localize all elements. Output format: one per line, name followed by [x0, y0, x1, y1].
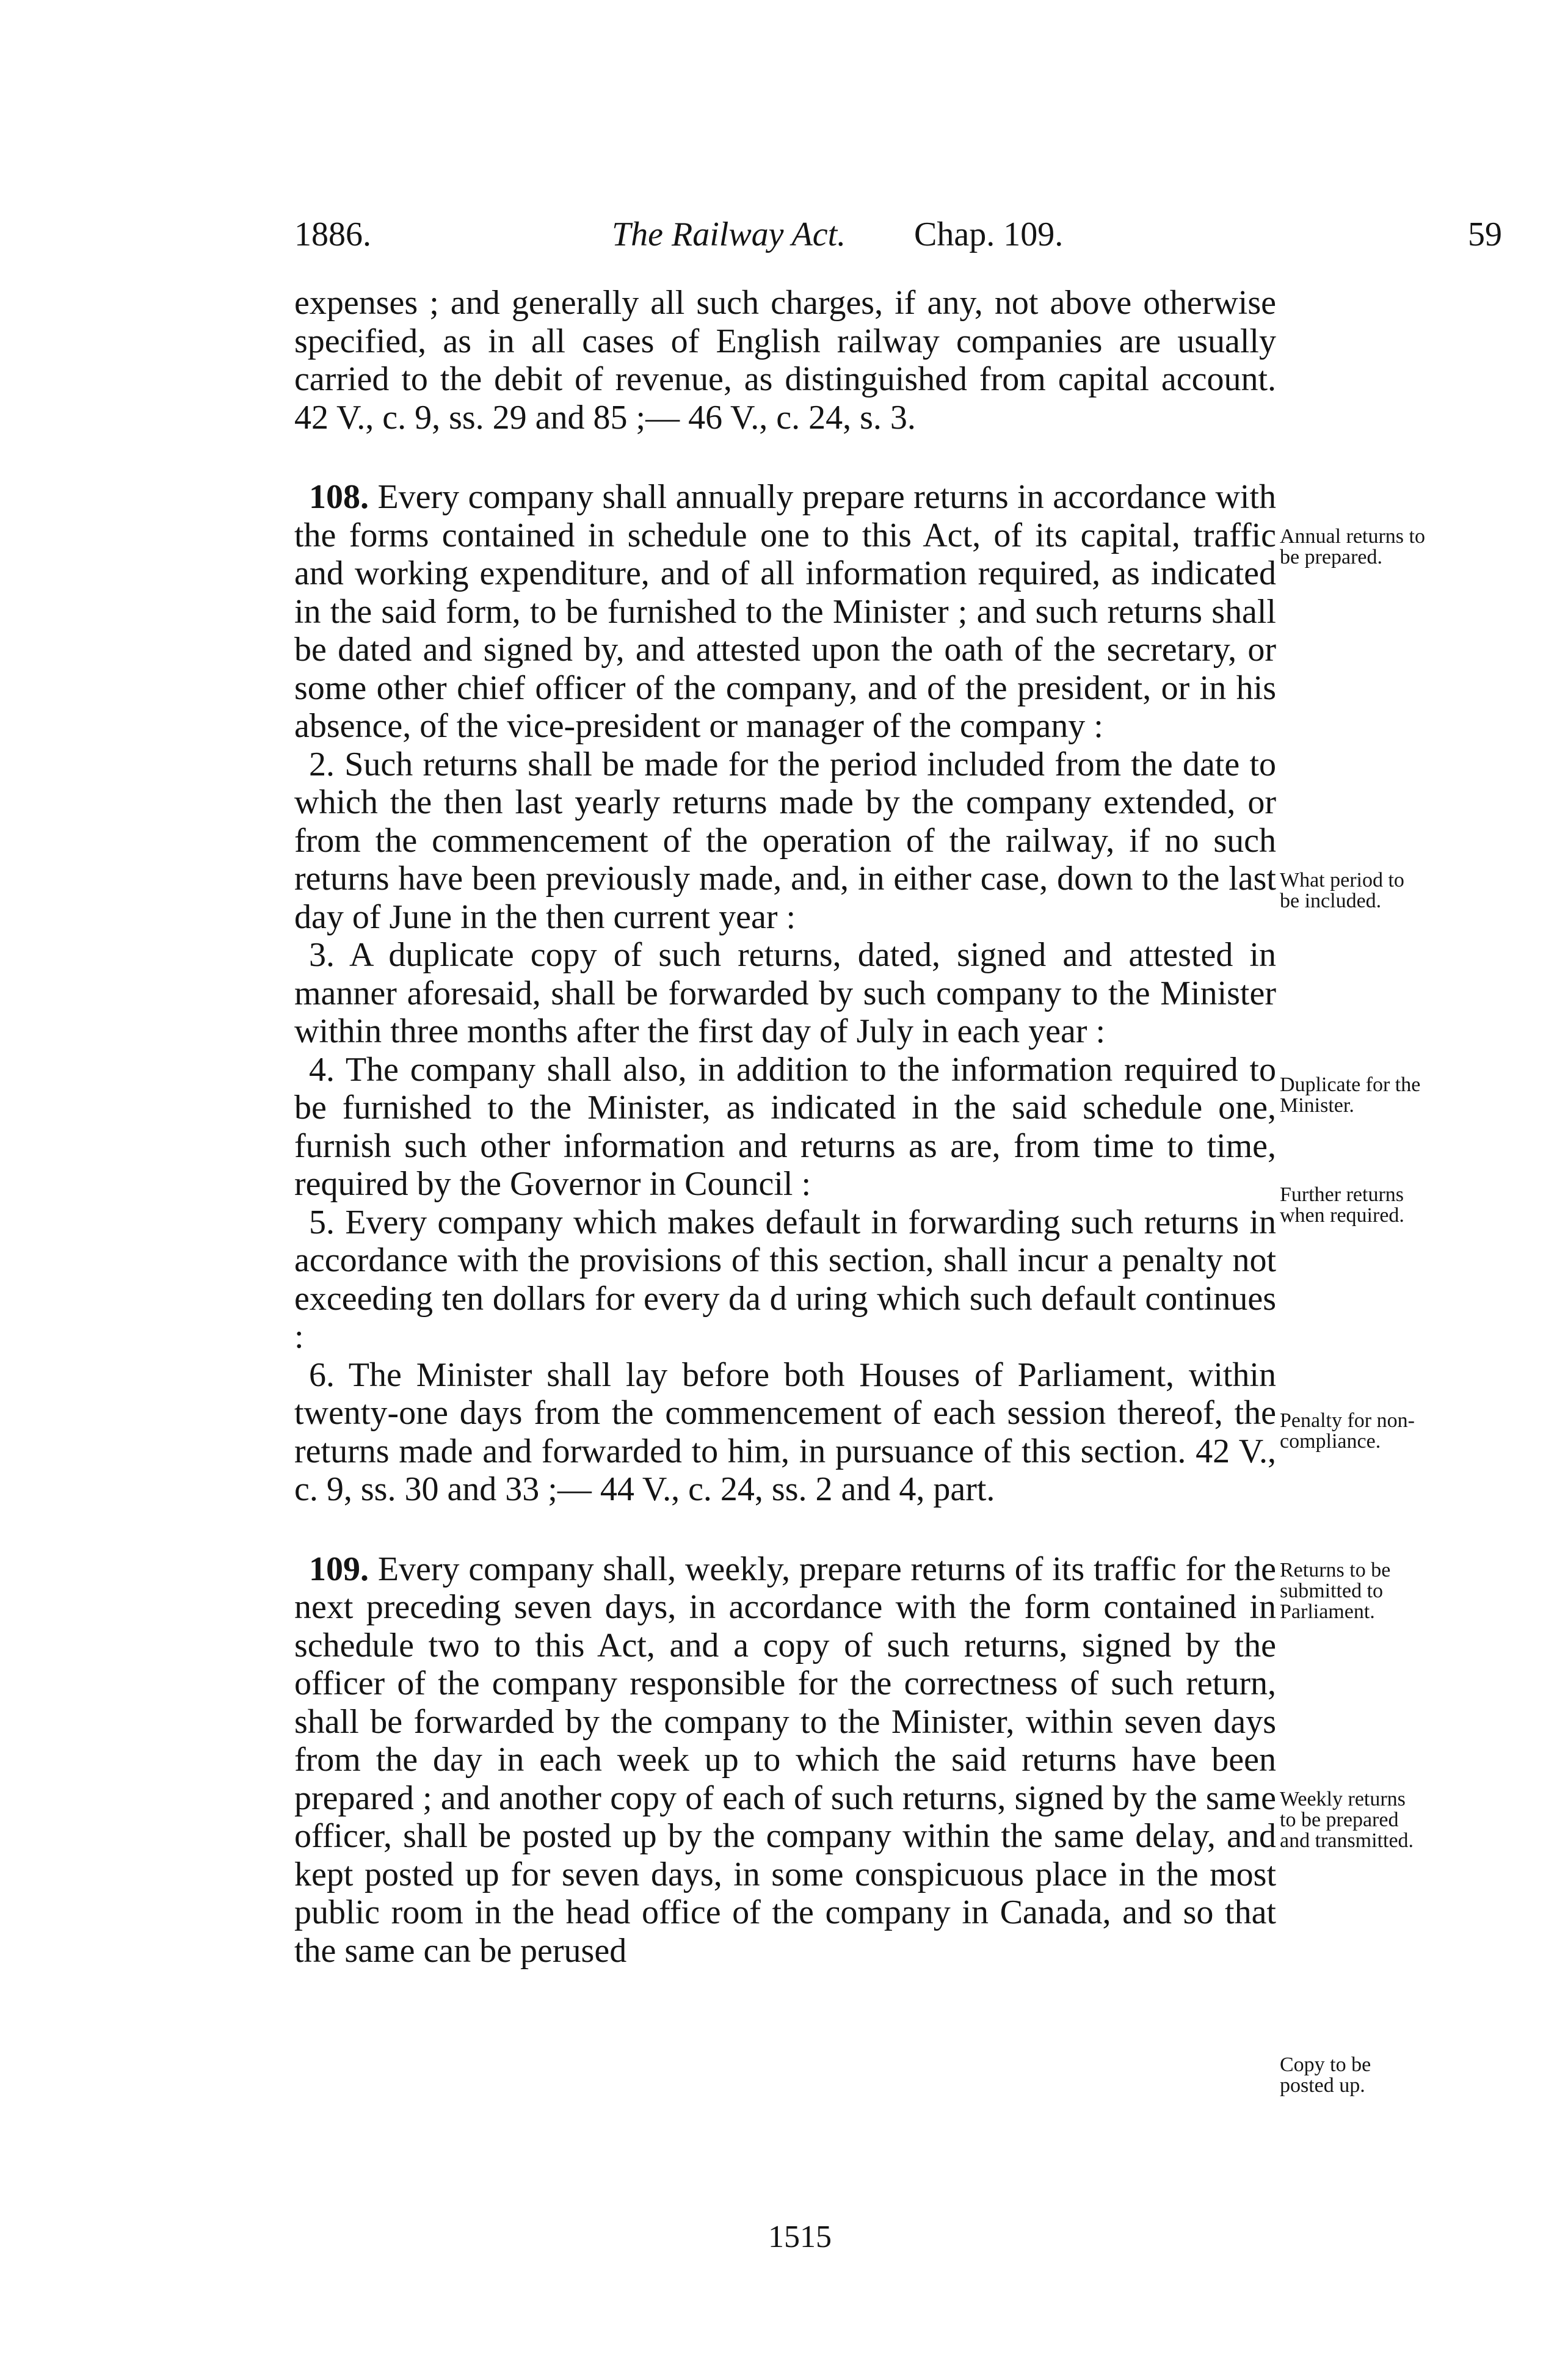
paragraph-text: 2. Such returns shall be made for the period included from the date to which the then last yearly returns made by the company extended, or from the commencement of the operation of the railway, if no such returns have been previously made, and, in either case, down to the last day of June in the then current year : [294, 745, 1276, 936]
paragraph-text: 5. Every company which makes default in forwarding such returns in accordance with the provisions of this section, shall incur a penalty not exceeding ten dollars for every da d uring which such default continues : [294, 1203, 1276, 1356]
margin-note: Penalty for non-compliance. [1280, 1409, 1415, 1453]
section-number: 108. [309, 478, 369, 516]
paragraph-text: 4. The company shall also, in addition to the information required to be furnished to the Minister, as indicated in the said schedule one, furnish such other information and returns as are, from time to time, required by the Governor in Council : [294, 1050, 1276, 1203]
page-number: 59 [1468, 216, 1502, 253]
paragraph-text: Every company shall, weekly, prepare returns of its traffic for the next preceding seven days, in accordance with the form contained in schedule two to this Act, and a copy of such returns, signed by the officer of the company responsible for the correctness of such return, shall be forwarded by the company to the Minister, within seven days from the day in each week up to which the said returns have been prepared ; and another copy of each of such returns, signed by the same officer, shall be posted up by the company within the same delay, and kept posted up for seven days, in some conspicuous place in the most public room in the head office of the company in Canada, and so that the same can be perused [294, 1550, 1277, 1970]
header-year: 1886. [294, 216, 371, 253]
margin-note: Duplicate for the Minister. [1280, 1073, 1421, 1117]
margin-note: Annual returns to be prepared. [1280, 525, 1425, 568]
paragraph-text: Every company shall annually prepare returns in accordance with the forms contained in schedule one to this Act, of its capital, traffic and working expenditure, and of all information required, as indicated in the said form, to be furnished to the Minister ; and such returns shall be dated and signed by, and attested upon the oath of the secretary, or some other chief officer of the company, and of the president, or in his absence, of the vice-president or manager of the company : [294, 478, 1277, 745]
subsection-6 [294, 1356, 1276, 1509]
margin-note: What period to be included. [1280, 869, 1404, 912]
margin-note: Further returns when required. [1280, 1183, 1404, 1227]
margin-note: Copy to be posted up. [1280, 2053, 1371, 2097]
section-number: 109. [309, 1550, 369, 1588]
subsection-5 [294, 1203, 1276, 1356]
subsection-2 [294, 746, 1276, 937]
section-109 [294, 1550, 1276, 1970]
header-title: The Railway Act. [612, 216, 846, 253]
header-chapter: Chap. 109. [914, 216, 1064, 253]
subsection-3 [294, 936, 1276, 1051]
subsection-4 [294, 1051, 1276, 1203]
section-108 [294, 478, 1276, 746]
signature-mark: 1515 [768, 2220, 832, 2254]
paragraph-text: 3. A duplicate copy of such returns, dated, signed and attested in manner aforesaid, shall be forwarded by such company to the Minister within three months after the first day of July in each year : [294, 936, 1276, 1050]
paragraph-continuation [294, 284, 1276, 437]
paragraph-text: expenses ; and generally all such charges, if any, not above otherwise specified, as in all cases of English railway companies are usually carried to the debit of revenue, as distinguished from capital account. 42 V., c. 9, ss. 29 and 85 ;— 46 V., c. 24, s. 3. [294, 284, 1276, 437]
paragraph-text: 6. The Minister shall lay before both Houses of Parliament, within twenty-one days from the commencement of each session thereof, the returns made and forwarded to him, in pursuance of this section. 42 V., c. 9, ss. 30 and 33 ;— 44 V., c. 24, ss. 2 and 4, part. [294, 1356, 1276, 1508]
margin-note: Weekly returns to be prepared and transmitted. [1280, 1788, 1414, 1852]
margin-note: Returns to be submitted to Parliament. [1280, 1559, 1391, 1623]
body-text [294, 284, 1276, 1970]
